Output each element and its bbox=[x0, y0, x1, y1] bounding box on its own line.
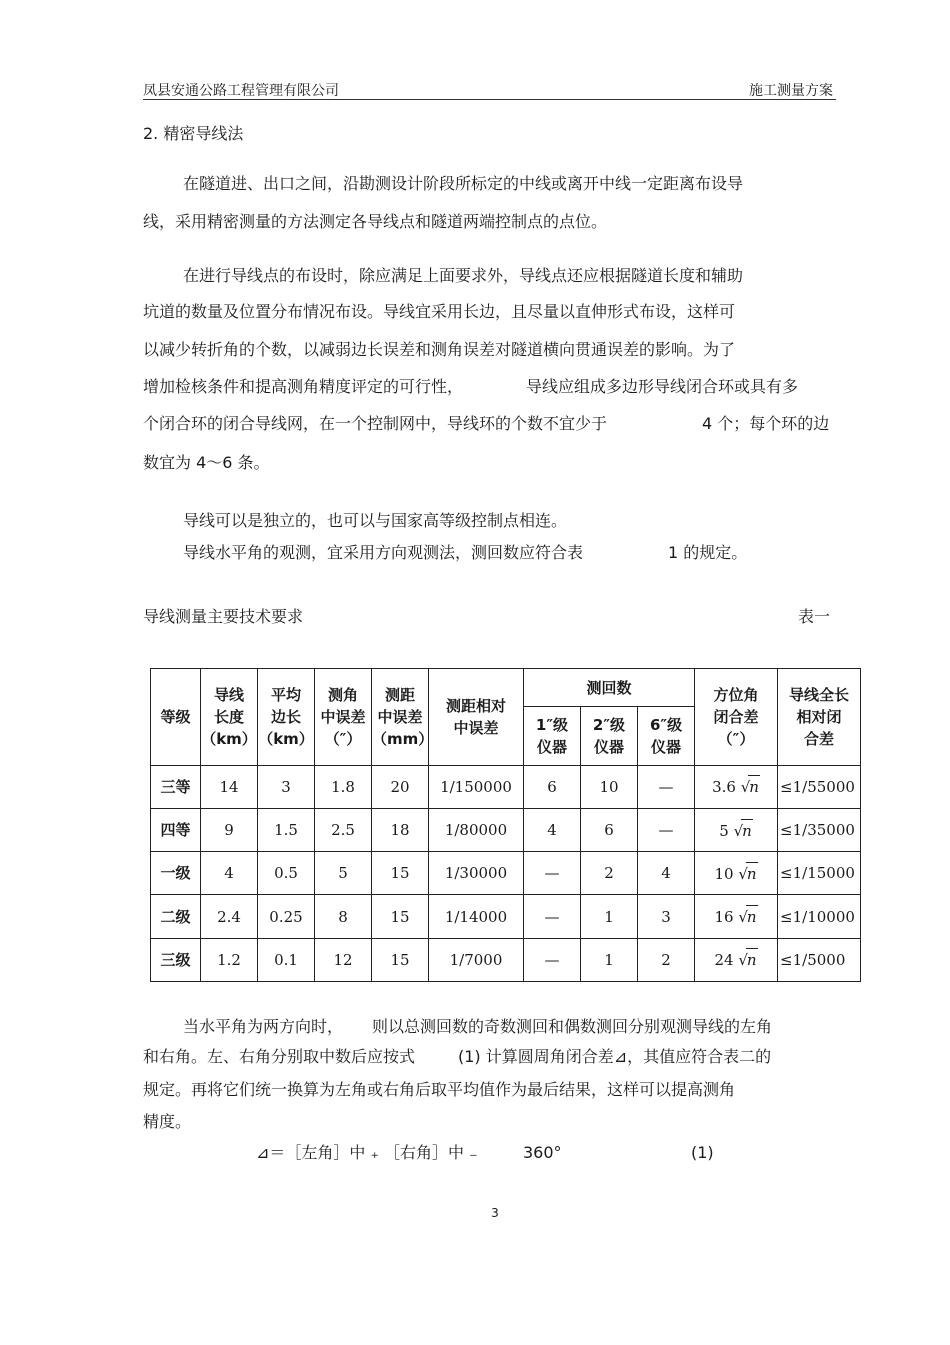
header-doc-title: 施工测量方案 bbox=[749, 83, 833, 99]
formula-expr: ⊿＝［左角］中 ₊ ［右角］中 ₋ bbox=[256, 1143, 478, 1162]
para2-line4b: 导线应组成多边形导线闭合环或具有多 bbox=[526, 377, 799, 396]
cell-dist: 20 bbox=[372, 765, 429, 808]
cell-i2: 6 bbox=[581, 808, 638, 851]
cell-azimuth: 10 √n bbox=[695, 852, 778, 895]
para2-line2: 坑道的数量及位置分布情况布设。导线宜采用长边，且尽量以直伸形式布设，这样可 bbox=[143, 302, 736, 321]
para2-line4a: 增加检核条件和提高测角精度评定的可行性， bbox=[143, 377, 464, 396]
cell-dist: 15 bbox=[372, 895, 429, 938]
formula-value: 360° bbox=[523, 1143, 562, 1162]
cell-i2: 1 bbox=[581, 895, 638, 938]
th-dist-err: 测距 中误差 （mm） bbox=[372, 669, 429, 766]
table-row bbox=[151, 765, 861, 808]
sqrt-icon: √ bbox=[738, 864, 748, 883]
para4-a: 导线水平角的观测，宜采用方向观测法，测回数应符合表 bbox=[183, 543, 584, 562]
cell-grade: 二级 bbox=[151, 895, 201, 938]
th-rounds: 测回数 bbox=[524, 669, 695, 707]
cell-avg: 3 bbox=[258, 765, 315, 808]
cell-grade: 三等 bbox=[151, 765, 201, 808]
cell-angle: 12 bbox=[315, 938, 372, 981]
cell-angle: 5 bbox=[315, 852, 372, 895]
cell-i6: 2 bbox=[638, 938, 695, 981]
sqrt-icon: √ bbox=[740, 778, 751, 797]
para5-line2b: (1) 计算圆周角闭合差⊿，其值应符合表二的 bbox=[458, 1047, 772, 1066]
sqrt-icon: √ bbox=[733, 821, 744, 840]
cell-avg: 0.25 bbox=[258, 895, 315, 938]
para2-line1: 在进行导线点的布设时，除应满足上面要求外，导线点还应根据隧道长度和辅助 bbox=[183, 266, 744, 285]
cell-total: ≤1/55000 bbox=[778, 765, 861, 808]
cell-rel: 1/150000 bbox=[429, 765, 524, 808]
cell-grade: 四等 bbox=[151, 808, 201, 851]
para4-b: 1 的规定。 bbox=[668, 543, 748, 562]
cell-grade: 一级 bbox=[151, 852, 201, 895]
para1-line2: 线，采用精密测量的方法测定各导线点和隧道两端控制点的点位。 bbox=[143, 212, 608, 231]
para5-line2a: 和右角。左、右角分别取中数后应按式 bbox=[143, 1047, 416, 1066]
cell-total: ≤1/15000 bbox=[778, 852, 861, 895]
cell-azimuth: 5 √n bbox=[695, 808, 778, 851]
cell-i2: 10 bbox=[581, 765, 638, 808]
th-angle-err: 测角 中误差 （″） bbox=[315, 669, 372, 766]
table-row bbox=[151, 808, 861, 851]
cell-rel: 1/7000 bbox=[429, 938, 524, 981]
cell-rel: 1/80000 bbox=[429, 808, 524, 851]
th-inst6: 6″级 仪器 bbox=[638, 707, 695, 765]
cell-dist: 15 bbox=[372, 852, 429, 895]
cell-azimuth: 24 √n bbox=[695, 938, 778, 981]
para2-line3: 以减少转折角的个数，以减弱边长误差和测角误差对隧道横向贯通误差的影响。为了 bbox=[143, 340, 736, 359]
cell-i2: 1 bbox=[581, 938, 638, 981]
cell-grade: 三级 bbox=[151, 938, 201, 981]
cell-total: ≤1/10000 bbox=[778, 895, 861, 938]
cell-rel: 1/30000 bbox=[429, 852, 524, 895]
cell-dist: 15 bbox=[372, 938, 429, 981]
para3: 导线可以是独立的，也可以与国家高等级控制点相连。 bbox=[183, 511, 568, 530]
th-length: 导线 长度 （km） bbox=[201, 669, 258, 766]
cell-length: 2.4 bbox=[201, 895, 258, 938]
cell-avg: 0.5 bbox=[258, 852, 315, 895]
para5-line1b: 则以总测回数的奇数测回和偶数测回分别观测导线的左角 bbox=[372, 1017, 773, 1036]
sqrt-icon: √ bbox=[738, 908, 748, 927]
th-rel-err: 测距相对 中误差 bbox=[429, 669, 524, 766]
page-number: 3 bbox=[491, 1206, 499, 1220]
table-row bbox=[151, 938, 861, 981]
cell-avg: 0.1 bbox=[258, 938, 315, 981]
th-azimuth: 方位角 闭合差 （″） bbox=[695, 669, 778, 766]
cell-i1: 6 bbox=[524, 765, 581, 808]
sqrt-icon: √ bbox=[738, 951, 748, 970]
para2-line5b: 4 个；每个环的边 bbox=[702, 414, 830, 433]
table-label: 表一 bbox=[798, 607, 831, 626]
th-avg-side: 平均 边长 （km） bbox=[258, 669, 315, 766]
cell-i6: 4 bbox=[638, 852, 695, 895]
table-row bbox=[151, 895, 861, 938]
section-title: 2. 精密导线法 bbox=[143, 124, 244, 143]
cell-total: ≤1/5000 bbox=[778, 938, 861, 981]
cell-i6: — bbox=[638, 808, 695, 851]
cell-azimuth: 3.6 √n bbox=[695, 765, 778, 808]
formula-number: (1) bbox=[691, 1143, 714, 1162]
th-inst1: 1″级 仪器 bbox=[524, 707, 581, 765]
cell-i6: — bbox=[638, 765, 695, 808]
para5-line3: 规定。再将它们统一换算为左角或右角后取平均值作为最后结果，这样可以提高测角 bbox=[143, 1080, 736, 1099]
para2-line6: 数宜为 4～6 条。 bbox=[143, 453, 270, 472]
cell-i2: 2 bbox=[581, 852, 638, 895]
technical-requirements-table bbox=[150, 668, 860, 982]
para5-line4: 精度。 bbox=[143, 1112, 192, 1131]
para5-line1a: 当水平角为两方向时， bbox=[183, 1017, 344, 1036]
cell-avg: 1.5 bbox=[258, 808, 315, 851]
header-company: 凤县安通公路工程管理有限公司 bbox=[143, 83, 339, 99]
para2-line5a: 个闭合环的闭合导线网，在一个控制网中，导线环的个数不宜少于 bbox=[143, 414, 608, 433]
th-grade: 等级 bbox=[151, 669, 201, 766]
cell-length: 1.2 bbox=[201, 938, 258, 981]
cell-i1: 4 bbox=[524, 808, 581, 851]
cell-i1: — bbox=[524, 895, 581, 938]
cell-i1: — bbox=[524, 938, 581, 981]
cell-angle: 2.5 bbox=[315, 808, 372, 851]
cell-rel: 1/14000 bbox=[429, 895, 524, 938]
cell-length: 4 bbox=[201, 852, 258, 895]
cell-total: ≤1/35000 bbox=[778, 808, 861, 851]
cell-length: 9 bbox=[201, 808, 258, 851]
cell-dist: 18 bbox=[372, 808, 429, 851]
cell-angle: 1.8 bbox=[315, 765, 372, 808]
cell-length: 14 bbox=[201, 765, 258, 808]
cell-i6: 3 bbox=[638, 895, 695, 938]
cell-angle: 8 bbox=[315, 895, 372, 938]
th-total-rel: 导线全长 相对闭 合差 bbox=[778, 669, 861, 766]
th-inst2: 2″级 仪器 bbox=[581, 707, 638, 765]
table-row bbox=[151, 852, 861, 895]
cell-azimuth: 16 √n bbox=[695, 895, 778, 938]
para1-line1: 在隧道进、出口之间，沿勘测设计阶段所标定的中线或离开中线一定距离布设导 bbox=[183, 174, 744, 193]
table-caption: 导线测量主要技术要求 bbox=[143, 607, 304, 626]
cell-i1: — bbox=[524, 852, 581, 895]
header-rule bbox=[143, 99, 836, 100]
